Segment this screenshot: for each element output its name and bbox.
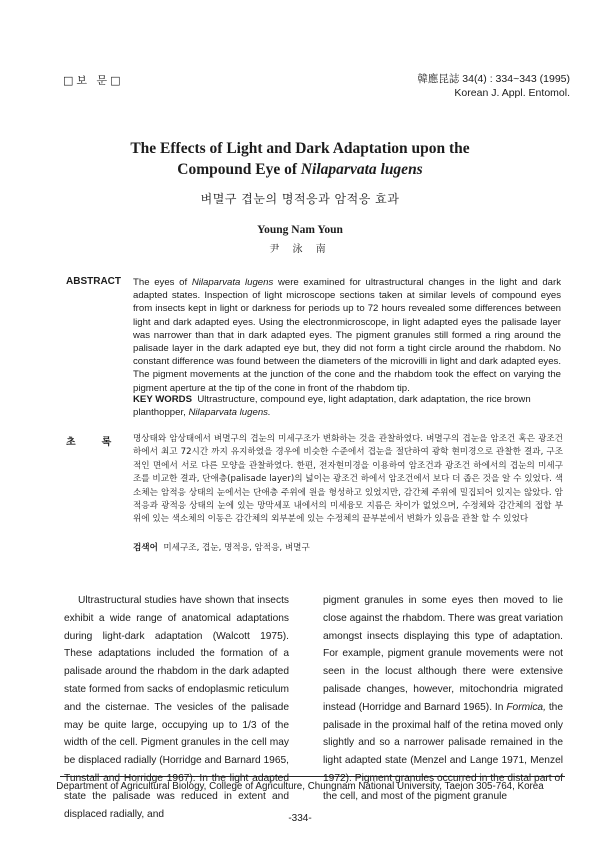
abstract-label: ABSTRACT	[66, 276, 121, 287]
key-words	[133, 393, 561, 419]
author-name-hanja: 尹 泳 南	[269, 244, 331, 255]
abstract-species: Nilaparvata lugens	[191, 277, 274, 288]
author-affiliation: Department of Agricultural Biology, College of Agriculture, Chungnam National University, Taejon 305-764, Korea	[56, 781, 544, 792]
body-right-text-b: the palisade in the proximal half of the retina moved only slightly and so a narrower palisade remained in the light adapted state (Menzel and Lange 1971, Menzel 1972). Pigment granules occurred in the distal part of the cell, and most of the pigment granule	[323, 701, 563, 802]
key-words-species: Nilaparvata lugens.	[188, 407, 271, 419]
korean-key-words-label: 검색어	[133, 543, 158, 553]
key-words-text: Ultrastructure, compound eye, light adaptation, dark adaptation, the rice brown planthopper,	[133, 394, 531, 419]
abstract-text-a: The eyes of	[133, 277, 192, 288]
title-line-2-prefix: Compound Eye of	[177, 161, 301, 178]
body-column-left: Ultrastructural studies have shown that insects exhibit a wide range of anatomical adaptations during light-dark adaptation (Walcott 1975). These adaptations included the formation of a palisade around the rhabdom in the dark adapted state formed from sacks of endoplasmic reticulum and the cisternae. The vesicles of the palisade may be quite large, occupying up to 1/3 of the width of the cell. Pigment granules in the cell may be displaced radially (Horridge and Barnard 1965, Tunstall and Horridge 1967). In the light adapted state the palisade was reduced in extent and displaced radially, and	[64, 595, 289, 820]
korean-title: 벼멸구 겹눈의 명적응과 암적응 효과	[200, 192, 400, 206]
author-name: Young Nam Youn	[257, 224, 343, 236]
journal-citation	[417, 72, 570, 100]
key-words-label: KEY WORDS	[133, 394, 192, 405]
body-right-genus: Formica,	[506, 701, 546, 713]
page-number: -334-	[288, 813, 312, 824]
abstract-text	[133, 276, 561, 395]
journal-ref: 韓應昆誌 34(4) : 334~343 (1995)	[417, 73, 570, 85]
korean-key-words-text: 미세구조, 겹눈, 명적응, 암적응, 벼멸구	[163, 543, 310, 553]
title-line-2	[0, 159, 600, 180]
paper-title	[0, 138, 600, 180]
footnote-rule	[60, 776, 565, 777]
body-column-right	[323, 592, 563, 806]
korean-abstract-label: 초록	[66, 437, 138, 448]
abstract-text-b: were examined for ultrastructural changes in the light and dark adapted states. Inspection of light microscope sections taken at similar levels of compound eyes from insects kept in light or darkness for periods up to 72 hours revealed some differences between light and dark adapted eyes. Using the electronmicroscope, in light adapted eyes the palisade layer was narrower than that in dark adapted eyes. The pigment granules still formed a ring around the palisade layer in the dark adapted eye but, they did not form a tight circle around the rhabdom. No constant difference was found between the diameters of the microvilli in light and dark adapted eyes. The pigment movements at the junction of the cone and the rhabdom took the effect on varying the pigment aperture at the tip of the cone in front of the rhabdom tip.	[133, 277, 562, 394]
korean-abstract-text: 명상태와 암상태에서 벼멸구의 겹눈의 미세구조가 변화하는 것을 관찰하였다. 벼멸구의 겹눈을 암조건 혹은 광조건 하에서 최고 72시간 까지 유지하였을 경우에 비슷한 수준에서 겹눈을 절단하여 광학 현미경으로 관찰한 결과, 구조적인 면에서 서로 다른 모양을 관찰하였다. 한편, 전자현미경을 이용하여 암조건과 광조건 하에서의 겹눈의 미세구조를 비교한 결과, 단애층(palisade layer)의 넓이는 광조건 하에서 암조건에서 보다 더 좁은 것을 알 수 있었다. 색소체는 암적응 상태의 눈에서는 단애층 주위에 원을 형성하고 있었지만, 감간체 주위에 밀집되어 있지는 않았다. 암적응과 광적응 상태의 눈에 있는 망막세포 내에서의 미세융모 지름은 차이가 없었으며, 수정체와 감간체의 접합 부위에 있는 색소체의 이동은 감간체의 외부분에 있는 수정체의 끝부분에서 변화가 있음을 관찰 할 수 있었다	[133, 434, 563, 525]
title-species: Nilaparvata lugens	[300, 161, 423, 178]
title-line-1: The Effects of Light and Dark Adaptation upon the	[130, 140, 470, 157]
journal-name-en: Korean J. Appl. Entomol.	[454, 87, 570, 99]
body-right-text-a: pigment granules in some eyes then moved to lie close against the rhabdom. There was great variation amongst insects displaying this type of adaptation. For example, pigment granule movements were not seen in the locust although there were extensive palisade changes, however, mitochondria migrated instead (Horridge and Barnard 1965). In	[323, 595, 563, 713]
article-type-label: □보 문□	[63, 74, 124, 87]
korean-key-words	[133, 542, 563, 555]
